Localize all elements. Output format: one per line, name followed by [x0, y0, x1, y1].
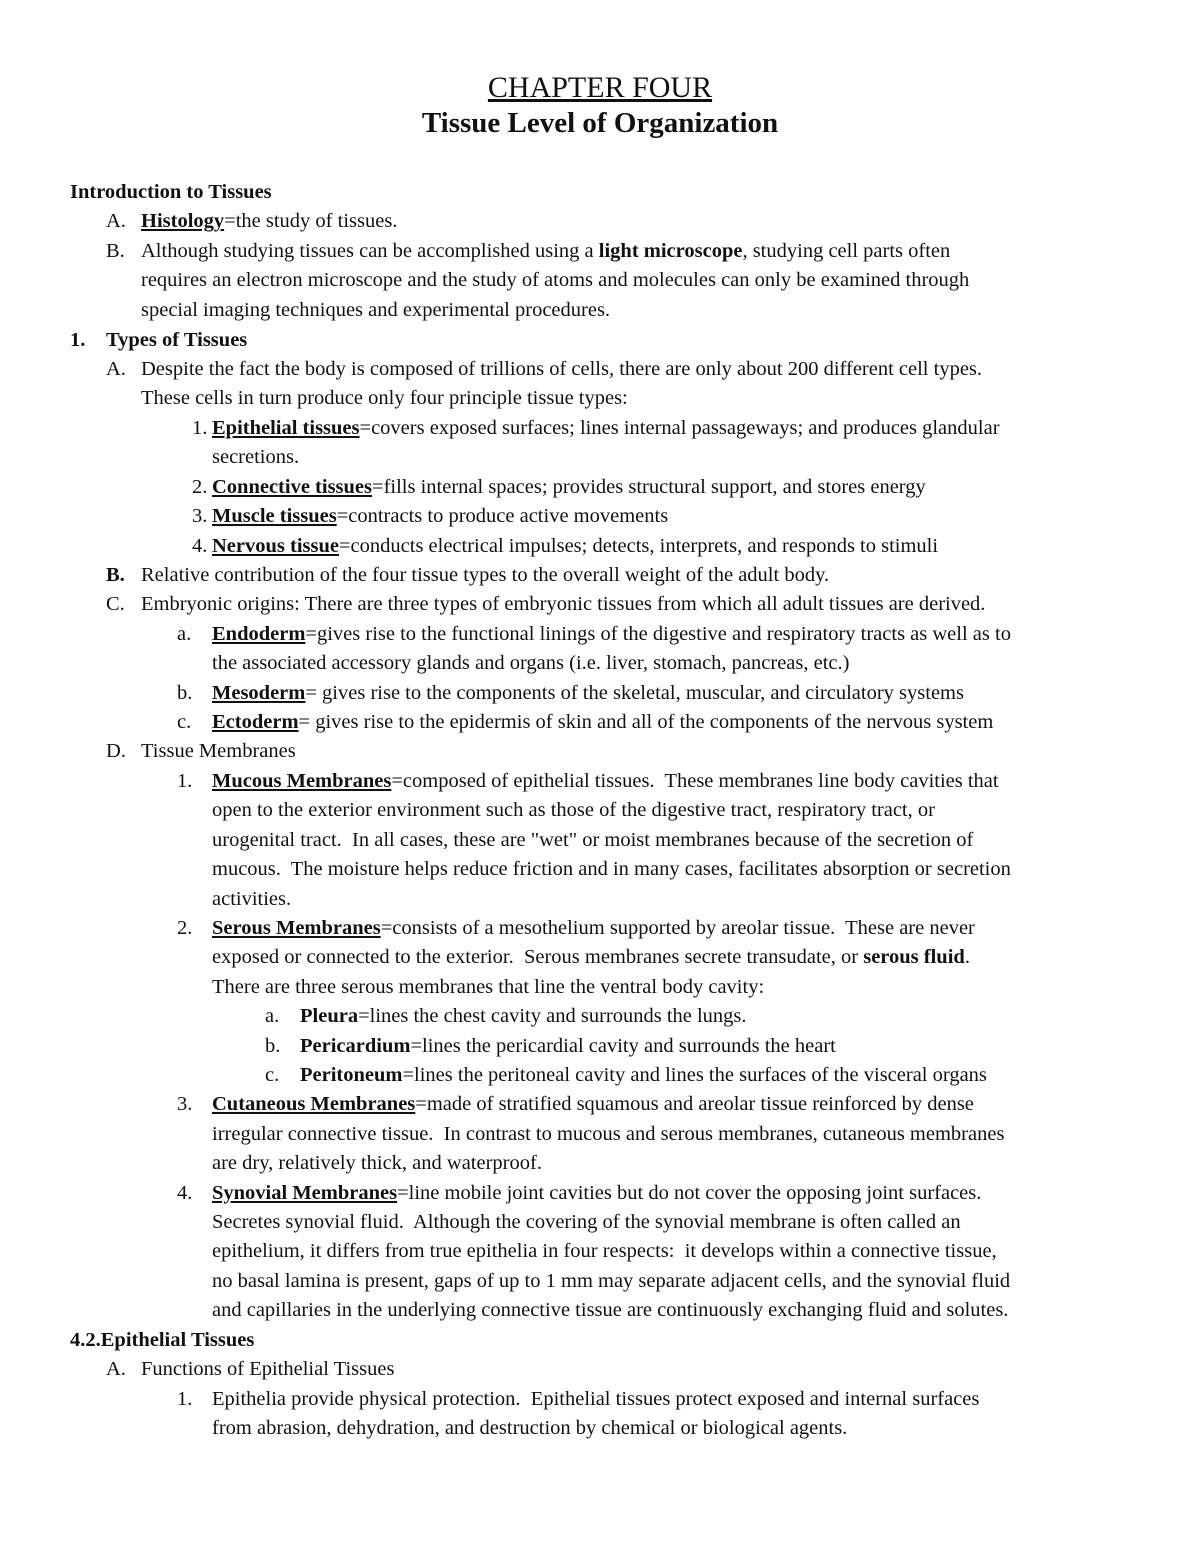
paragraph-line: Functions of Epithelial Tissues [141, 1358, 395, 1380]
list-marker: 3. [177, 1093, 193, 1115]
serous-pericardium: Pericardium=lines the pericardial cavity and surrounds the heart [300, 1035, 836, 1057]
serous-peritoneum: Peritoneum=lines the peritoneal cavity and lines the surfaces of the visceral organs [300, 1064, 987, 1086]
list-marker: a. [177, 623, 192, 645]
membrane-cutaneous: Cutaneous Membranes=made of stratified squamous and areolar tissue reinforced by dense [212, 1093, 974, 1115]
intro-item-b-line: special imaging techniques and experimental procedures. [141, 299, 611, 321]
list-marker: 2. [192, 476, 208, 498]
paragraph-line: Relative contribution of the four tissue types to the overall weight of the adult body. [141, 564, 830, 586]
tissue-type-nervous: Nervous tissue=conducts electrical impulses; detects, interprets, and responds to stimuli [212, 535, 939, 557]
list-marker: D. [106, 740, 126, 762]
intro-item-a: Histology=the study of tissues. [141, 210, 398, 232]
membrane-serous: Serous Membranes=consists of a mesothelium supported by areolar tissue. These are never [212, 917, 975, 939]
paragraph-line: These cells in turn produce only four principle tissue types: [141, 387, 628, 409]
list-marker: 2. [177, 917, 193, 939]
serous-pleura: Pleura=lines the chest cavity and surrounds the lungs. [300, 1005, 747, 1027]
paragraph-line: irregular connective tissue. In contrast to mucous and serous membranes, cutaneous membranes [212, 1123, 1005, 1145]
paragraph-line: secretions. [212, 446, 300, 468]
paragraph-line: Despite the fact the body is composed of trillions of cells, there are only about 200 different cell types. [141, 358, 983, 380]
list-marker: 4. [177, 1182, 193, 1204]
list-marker: 1. [192, 417, 208, 439]
intro-heading: Introduction to Tissues [70, 181, 272, 203]
paragraph-line: from abrasion, dehydration, and destruction by chemical or biological agents. [212, 1417, 848, 1439]
paragraph-line: exposed or connected to the exterior. Serous membranes secrete transudate, or serous fluid. [212, 946, 970, 968]
tissue-type-connective: Connective tissues=fills internal spaces; provides structural support, and stores energy [212, 476, 926, 498]
paragraph-line: mucous. The moisture helps reduce friction and in many cases, facilitates absorption or secretion [212, 858, 1011, 880]
paragraph-line: There are three serous membranes that line the ventral body cavity: [212, 976, 765, 998]
list-marker: 3. [192, 505, 208, 527]
germ-layer-endoderm: Endoderm=gives rise to the functional linings of the digestive and respiratory tracts as well as to [212, 623, 1011, 645]
list-marker: B. [106, 240, 125, 262]
paragraph-line: Secretes synovial fluid. Although the covering of the synovial membrane is often called an [212, 1211, 961, 1233]
paragraph-line: no basal lamina is present, gaps of up to 1 mm may separate adjacent cells, and the synovial fluid [212, 1270, 1011, 1292]
membrane-mucous: Mucous Membranes=composed of epithelial tissues. These membranes line body cavities that [212, 770, 999, 792]
list-marker: A. [106, 210, 126, 232]
tissue-type-muscle: Muscle tissues=contracts to produce active movements [212, 505, 669, 527]
chapter-title: CHAPTER FOUR [487, 71, 713, 104]
paragraph-line: epithelium, it differs from true epithelia in four respects: it develops within a connective tissue, [212, 1240, 997, 1262]
membrane-synovial: Synovial Membranes=line mobile joint cavities but do not cover the opposing joint surfaces. [212, 1182, 982, 1204]
intro-item-b: Although studying tissues can be accomplished using a light microscope, studying cell parts often [141, 240, 951, 262]
paragraph-line: are dry, relatively thick, and waterproof. [212, 1152, 542, 1174]
list-marker: A. [106, 1358, 126, 1380]
paragraph-line: the associated accessory glands and organs (i.e. liver, stomach, pancreas, etc.) [212, 652, 850, 674]
section-number: 1. [70, 329, 86, 351]
list-marker: A. [106, 358, 126, 380]
section-heading: Types of Tissues [106, 329, 248, 351]
list-marker: a. [265, 1005, 280, 1027]
list-marker: B. [106, 564, 125, 586]
germ-layer-mesoderm: Mesoderm= gives rise to the components of the skeletal, muscular, and circulatory systems [212, 682, 964, 704]
paragraph-line: and capillaries in the underlying connective tissue are continuously exchanging fluid and solutes. [212, 1299, 1009, 1321]
list-marker: 4. [192, 535, 208, 557]
paragraph-line: open to the exterior environment such as those of the digestive tract, respiratory tract, or [212, 799, 935, 821]
list-marker: b. [265, 1035, 281, 1057]
tissue-type-epithelial: Epithelial tissues=covers exposed surfaces; lines internal passageways; and produces glandular [212, 417, 1000, 439]
paragraph-line: activities. [212, 888, 292, 910]
intro-item-b-line: requires an electron microscope and the study of atoms and molecules can only be examined through [141, 269, 970, 291]
section-heading: 4.2.Epithelial Tissues [70, 1329, 255, 1351]
list-marker: c. [177, 711, 192, 733]
list-marker: C. [106, 593, 125, 615]
paragraph-line: Epithelia provide physical protection. Epithelial tissues protect exposed and internal surfaces [212, 1388, 980, 1410]
list-marker: b. [177, 682, 193, 704]
chapter-subtitle: Tissue Level of Organization [421, 107, 779, 139]
paragraph-line: Tissue Membranes [141, 740, 296, 762]
paragraph-line: Embryonic origins: There are three types of embryonic tissues from which all adult tissues are derived. [141, 593, 986, 615]
paragraph-line: urogenital tract. In all cases, these are "wet" or moist membranes because of the secretion of [212, 829, 974, 851]
germ-layer-ectoderm: Ectoderm= gives rise to the epidermis of skin and all of the components of the nervous system [212, 711, 994, 733]
list-marker: 1. [177, 770, 193, 792]
list-marker: c. [265, 1064, 280, 1086]
list-marker: 1. [177, 1388, 193, 1410]
